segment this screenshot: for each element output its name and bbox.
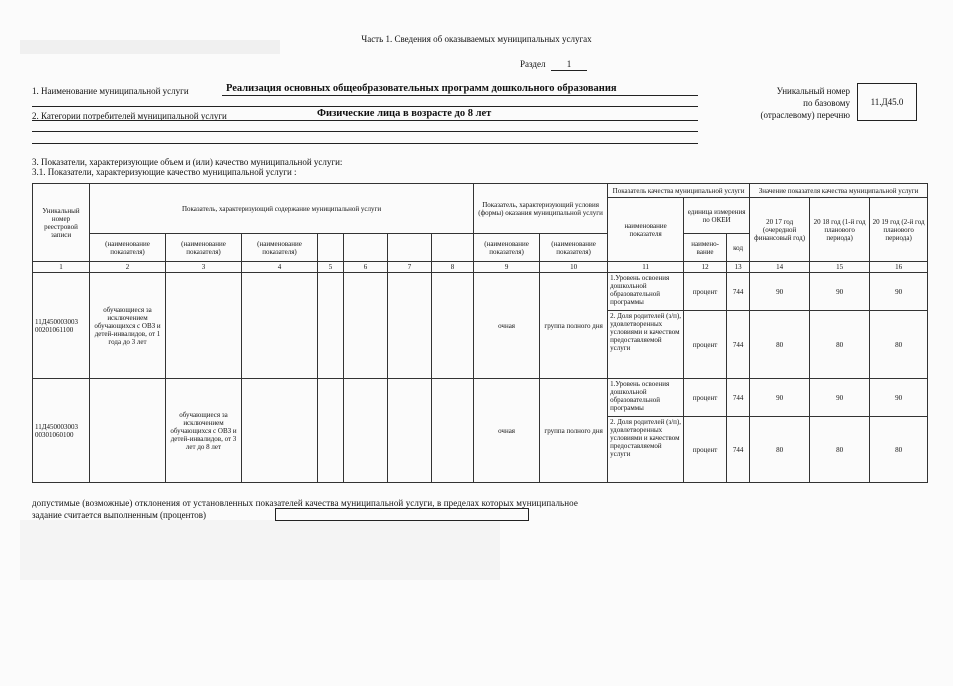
record-code: 11Д450003003 00301060100: [33, 379, 90, 483]
deviation-text-2: задание считается выполненным (процентов): [32, 510, 207, 520]
page-title: Часть 1. Сведения об оказываемых муниципальных услугах: [361, 34, 592, 44]
col-number: 4: [242, 262, 318, 273]
record-mode: группа полного дня: [540, 273, 608, 379]
indicator-value-1: 80: [750, 417, 810, 483]
record-empty: [318, 379, 344, 483]
quality-table: [32, 183, 928, 483]
indicator-unit: процент: [684, 379, 727, 417]
header-unique: Уникальный номер реестровой записи: [33, 184, 90, 262]
indicator-code: 744: [727, 417, 750, 483]
indicator-value-1: 80: [750, 311, 810, 379]
unique-label-2: по базовому: [803, 98, 850, 108]
header-values: Значение показателя качества муниципальной услуги: [750, 184, 928, 198]
col-number: 8: [432, 262, 474, 273]
col-number: 5: [318, 262, 344, 273]
deviation-text: допустимые (возможные) отклонения от установленных показателей качества муниципальной услуги, в пределах которых муниципальное: [32, 498, 578, 508]
subheader-empty: [388, 234, 432, 262]
col-number: 13: [727, 262, 750, 273]
indicator-value-2: 80: [810, 417, 870, 483]
section-number: 1: [551, 59, 587, 71]
col-number: 10: [540, 262, 608, 273]
indicator-name: 1.Уровень освоения дошкольной образовательной программы: [608, 379, 684, 417]
table-row: [33, 273, 928, 311]
record-empty: [432, 273, 474, 379]
indicator-value-2: 90: [810, 273, 870, 311]
header-content: Показатель, характеризующий содержание муниципальной услуги: [90, 184, 474, 234]
service-name-label: 1. Наименование муниципальной услуги: [32, 86, 189, 96]
quality-heading: 3.1. Показатели, характеризующие качество муниципальной услуги :: [32, 167, 297, 177]
col-number: 2: [90, 262, 166, 273]
indicator-value-1: 90: [750, 379, 810, 417]
divider: [32, 120, 698, 121]
record-empty: [388, 273, 432, 379]
header-year-3: 20 19 год (2-й год планового периода): [870, 198, 928, 262]
indicator-name: 1.Уровень освоения дошкольной образовательной программы: [608, 273, 684, 311]
indicator-value-1: 90: [750, 273, 810, 311]
consumers-value: Физические лица в возрасте до 8 лет: [317, 108, 492, 119]
subheader-name: (наименование показателя): [166, 234, 242, 262]
header-indicator-name: наименование показателя: [608, 198, 684, 262]
service-name-underline: [222, 95, 698, 96]
unique-number-box: 11.Д45.0: [857, 83, 917, 121]
indicator-code: 744: [727, 379, 750, 417]
header-year-1: 20 17 год (очередной финансовый год): [750, 198, 810, 262]
table-row: [33, 379, 928, 417]
indicator-value-3: 90: [870, 379, 928, 417]
col-number: 14: [750, 262, 810, 273]
col-number: 11: [608, 262, 684, 273]
record-empty: [242, 379, 318, 483]
indicators-heading: 3. Показатели, характеризующие объем и (или) качество муниципальной услуги:: [32, 157, 343, 167]
divider: [32, 143, 698, 144]
indicator-name: 2. Доля родителей (з/п), удовлетворенных условиями и качеством предоставляемой услуги: [608, 311, 684, 379]
record-age: обучающиеся за исключением обучающихся с ОВЗ и детей-инвалидов, от 3 лет до 8 лет: [166, 379, 242, 483]
record-empty: [344, 273, 388, 379]
col-number: 15: [810, 262, 870, 273]
record-category: [90, 379, 166, 483]
indicator-unit: процент: [684, 311, 727, 379]
col-number: 7: [388, 262, 432, 273]
subheader-name: (наименование показателя): [540, 234, 608, 262]
col-number: 16: [870, 262, 928, 273]
indicator-code: 744: [727, 311, 750, 379]
header-unit: единица измерения по ОКЕИ: [684, 198, 750, 234]
subheader-name: (наименование показателя): [474, 234, 540, 262]
indicator-value-3: 80: [870, 311, 928, 379]
record-empty: [344, 379, 388, 483]
col-number: 9: [474, 262, 540, 273]
col-number: 1: [33, 262, 90, 273]
divider: [32, 131, 698, 132]
subheader-empty: [344, 234, 388, 262]
subheader-empty: [318, 234, 344, 262]
subheader-empty: [432, 234, 474, 262]
col-number: 12: [684, 262, 727, 273]
record-category: обучающиеся за исключением обучающихся с ОВЗ и детей-инвалидов, от 1 года до 3 лет: [90, 273, 166, 379]
divider: [32, 106, 698, 107]
record-form: очная: [474, 379, 540, 483]
indicator-unit: процент: [684, 417, 727, 483]
record-mode: группа полного дня: [540, 379, 608, 483]
indicator-name: 2. Доля родителей (з/п), удовлетворенных условиями и качеством предоставляемой услуги: [608, 417, 684, 483]
unique-label-3: (отраслевому) перечню: [760, 110, 850, 120]
record-empty: [318, 273, 344, 379]
subheader-name: (наименование показателя): [90, 234, 166, 262]
indicator-value-3: 90: [870, 273, 928, 311]
subheader-unit-name: наимено-вание: [684, 234, 727, 262]
record-empty: [432, 379, 474, 483]
indicator-value-2: 90: [810, 379, 870, 417]
record-form: очная: [474, 273, 540, 379]
header-conditions: Показатель, характеризующий условия (формы) оказания муниципальной услуги: [474, 184, 608, 234]
col-number: 3: [166, 262, 242, 273]
subheader-name: (наименование показателя): [242, 234, 318, 262]
header-quality: Показатель качества муниципальной услуги: [608, 184, 750, 198]
indicator-value-3: 80: [870, 417, 928, 483]
consumers-label: 2. Категории потребителей муниципальной услуги: [32, 111, 227, 121]
unique-label-1: Уникальный номер: [776, 86, 850, 96]
col-number: 6: [344, 262, 388, 273]
service-name-value: Реализация основных общеобразовательных программ дошкольного образования: [226, 83, 617, 94]
record-empty: [242, 273, 318, 379]
indicator-code: 744: [727, 273, 750, 311]
column-numbers-row: [33, 262, 928, 273]
subheader-code: код: [727, 234, 750, 262]
section-label: Раздел: [520, 59, 546, 69]
indicator-unit: процент: [684, 273, 727, 311]
record-code: 11Д450003003 00201061100: [33, 273, 90, 379]
indicator-value-2: 80: [810, 311, 870, 379]
deviation-input[interactable]: [275, 508, 529, 521]
record-age: [166, 273, 242, 379]
record-empty: [388, 379, 432, 483]
header-year-2: 20 18 год (1-й год планового периода): [810, 198, 870, 262]
